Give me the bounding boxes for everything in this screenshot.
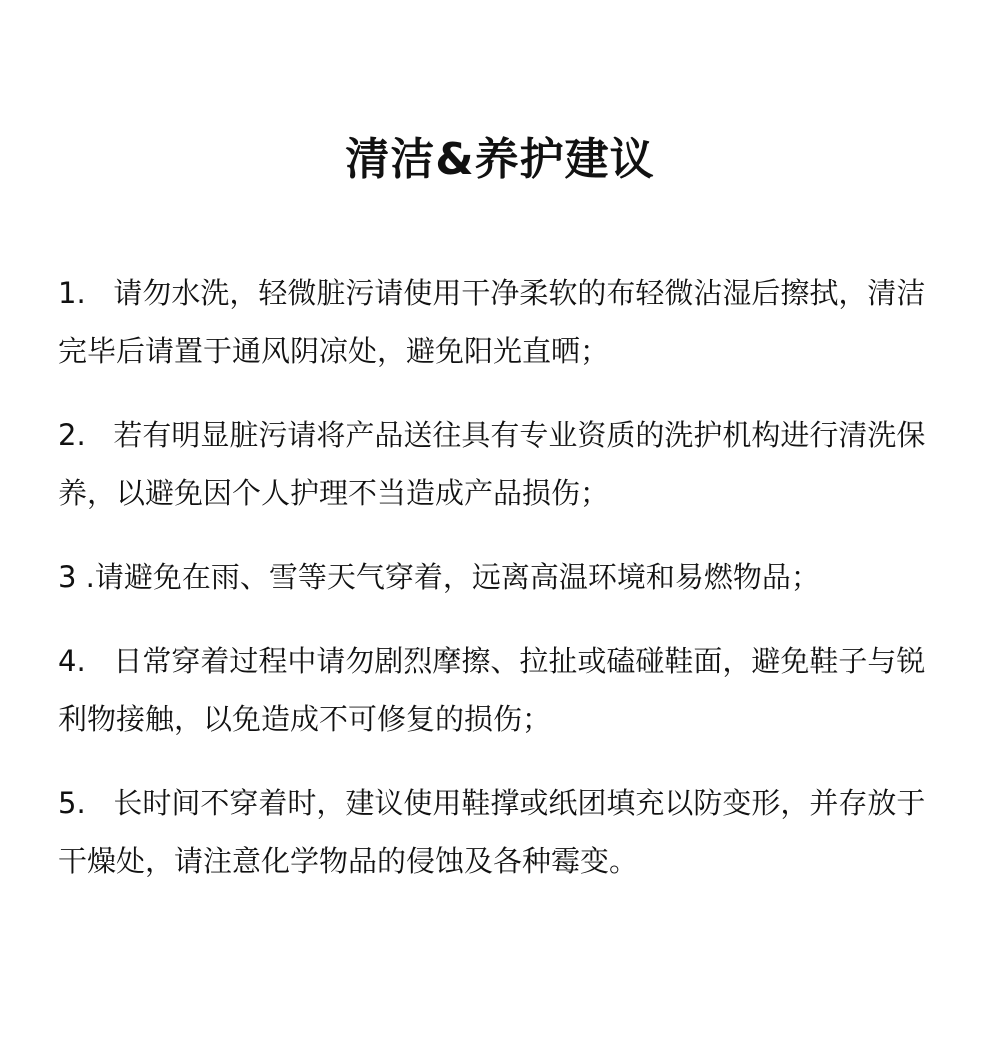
care-tips-list: [58, 264, 948, 916]
care-tip-1: 1. 请勿水洗，轻微脏污请使用干净柔软的布轻微沾湿后擦拭，清洁完毕后请置于通风阴凉处，避免阳光直晒；: [58, 276, 926, 368]
care-tip-4: 4. 日常穿着过程中请勿剧烈摩擦、拉扯或磕碰鞋面，避免鞋子与锐利物接触，以免造成不可修复的损伤；: [58, 644, 926, 736]
care-tip-2: 2. 若有明显脏污请将产品送往具有专业资质的洗护机构进行清洗保养，以避免因个人护理不当造成产品损伤；: [58, 418, 926, 510]
care-tip-3: 3 .请避免在雨、雪等天气穿着，远离高温环境和易燃物品；: [58, 560, 820, 594]
page-title: 清洁&养护建议: [345, 134, 655, 185]
care-tip-5: 5. 长时间不穿着时，建议使用鞋撑或纸团填充以防变形，并存放于干燥处，请注意化学物品的侵蚀及各种霉变。: [58, 786, 926, 878]
